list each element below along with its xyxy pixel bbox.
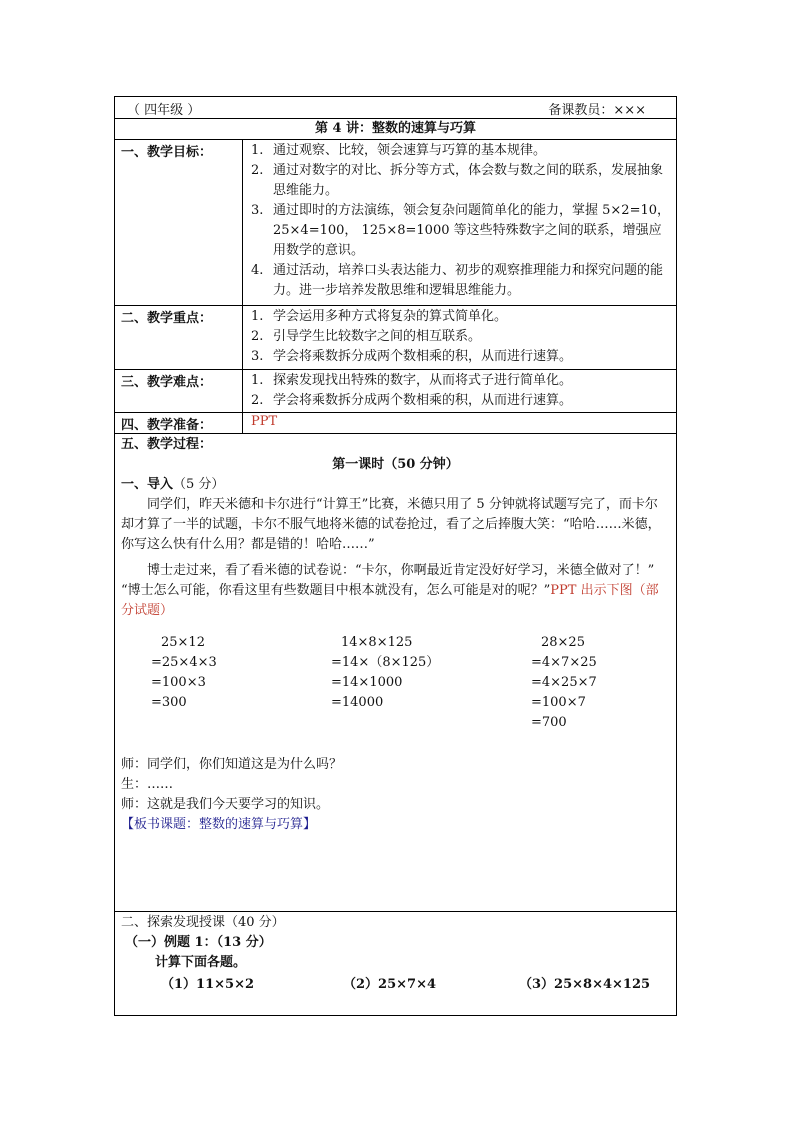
intro-paragraph-3: “博士怎么可能，你看这里有些数题目中根本就没有，怎么可能是对的呢？”PPT 出示下图（部分试题） [121,583,659,618]
grade-label: （ 四年级 ） [127,103,201,118]
difficulties-label: 三、教学难点： [115,370,243,412]
intro-paragraph-1: 同学们，昨天米德和卡尔进行“计算王”比赛，米德只用了 5 分钟就将试题写完了，而卡尔却才算了一半的试题，卡尔不服气地将米德的试卷抢过，看了之后捧腹大笑：“哈哈……米德，你写这么快有什么用？都是错的！哈哈……” [121,497,661,552]
key-points-row [115,306,676,370]
explore-heading: 二、探索发现授课（40 分） [121,915,285,930]
key-points-body [243,306,676,369]
list-item: 1. 探索发现找出特殊的数字，从而将式子进行简单化。 [251,373,573,388]
calc-column-3: 28×25 =4×7×25 =4×25×7 =100×7 =700 [531,635,597,730]
header-row [115,97,676,119]
goals-list [251,141,670,301]
lesson-session-title: 第一课时（50 分钟） [332,457,459,472]
difficulties-row [115,370,676,413]
board-title: 【板书课题：整数的速算与巧算】 [121,817,317,832]
goals-body [243,140,676,305]
title-row [115,119,676,140]
difficulties-body [243,370,676,412]
question-3: （3）25×8×4×125 [519,977,651,992]
dialog-student: 生：…… [121,777,174,792]
goals-row [115,140,676,306]
prep-value: PPT [251,414,278,429]
example-task: 计算下面各题。 [155,955,247,970]
example-calculations [121,633,670,741]
explore-section [115,912,676,1015]
dialog-teacher-2: 师：这就是我们今天要学习的知识。 [121,797,330,812]
key-points-label: 二、教学重点： [115,306,243,369]
list-item: 1. 学会运用多种方式将复杂的算式简单化。 [251,309,508,324]
list-item: 4. 通过活动，培养口头表达能力、初步的观察推理能力和探究问题的能力。进一步培养发散思维和逻辑思维能力。 [251,263,664,298]
dialog-teacher-1: 师：同学们，你们知道这是为什么吗？ [121,757,343,772]
list-item: 1. 通过观察、比较，领会速算与巧算的基本规律。 [251,143,547,158]
list-item: 2. 学会将乘数拆分成两个数相乘的积，从而进行速算。 [251,393,573,408]
lesson-plan-table [114,96,677,1016]
intro-paragraph-2: 博士走过来，看了看米德的试卷说：“卡尔，你啊最近肯定没好好学习，米德全做对了！” [147,563,655,578]
calc-column-1: 25×12 =25×4×3 =100×3 =300 [151,635,217,710]
process-section [115,434,676,912]
question-2: （2）25×7×4 [343,977,437,992]
calc-column-2: 14×8×125 =14×（8×125） =14×1000 =14000 [331,635,440,710]
list-item: 3. 学会将乘数拆分成两个数相乘的积，从而进行速算。 [251,349,573,364]
intro-heading: 一、导入（5 分） [121,477,225,492]
list-item: 2. 引导学生比较数字之间的相互联系。 [251,329,482,344]
question-1: （1）11×5×2 [161,977,255,992]
prep-row [115,413,676,434]
example-heading: （一）例题 1：（13 分） [125,935,272,950]
process-label: 五、教学过程： [121,437,213,452]
prep-label: 四、教学准备： [115,413,243,433]
list-item: 2. 通过对数字的对比、拆分等方式，体会数与数之间的联系，发展抽象思维能力。 [251,163,664,198]
goals-label: 一、教学目标： [115,140,243,305]
list-item: 3. 通过即时的方法演练，领会复杂问题简单化的能力，掌握 5×2=10， 25×4=100， 125×8=1000 等这些特殊数字之间的联系，增强应用数学的意识。 [251,203,671,258]
example-questions [121,973,670,995]
teacher-label: 备课教员：××× [548,103,646,118]
lesson-title: 第 4 讲：整数的速算与巧算 [314,121,477,136]
